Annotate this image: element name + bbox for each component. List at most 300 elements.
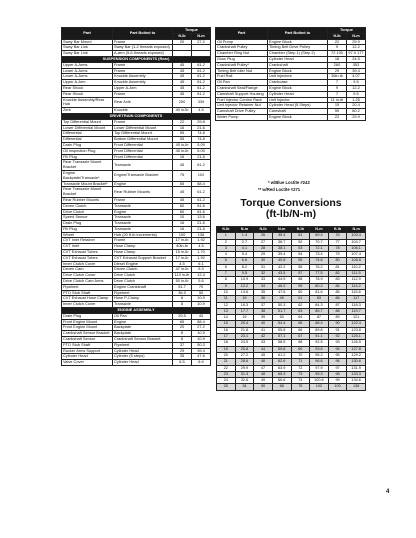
ftlb-value: 81 <box>328 264 347 270</box>
part-cell: CVT Exhaust Tubes <box>62 255 113 261</box>
nm-cell: 136 <box>192 232 211 238</box>
bolted-to-cell: Transaxle <box>113 160 173 171</box>
ftlb-cell: 45 <box>173 85 192 91</box>
bolted-to-cell: Drive Clutch <box>113 273 173 279</box>
part-cell: Speed Sensor <box>62 215 113 221</box>
part-cell: Inner Clutch Cover <box>62 302 113 308</box>
nm-value: 4.1 <box>235 245 254 251</box>
bolted-to-cell: Unit Injectors <box>268 74 328 80</box>
nm-value: 57.1 <box>272 334 291 340</box>
col-ftlb: ft-lb <box>254 227 273 233</box>
ftlb-value: 95 <box>328 352 347 358</box>
torque-table-right <box>215 27 365 121</box>
ftlb-cell: 45 in-lb <box>173 148 192 154</box>
bolted-to-cell: Engine Block <box>268 68 328 74</box>
bolted-to-cell: Front Differential <box>113 142 173 148</box>
nm-cell: 1.25 <box>347 97 366 103</box>
ftlb-cell: 8 <box>173 296 192 302</box>
nm-value: 89.8 <box>310 327 329 333</box>
part-cell: Crankshaft Sensor <box>62 337 113 343</box>
part-cell: Lower A-Arms <box>62 68 113 74</box>
nm-value: 1.4 <box>235 233 254 239</box>
nm-value: 136 <box>347 384 366 390</box>
bolted-to-cell: A-arm (5-6 threads exposed) <box>113 51 173 57</box>
ftlb-value: 98 <box>328 371 347 377</box>
ftlb-value: 1 <box>217 233 236 239</box>
part-cell: Fill Plug <box>62 226 113 232</box>
nm-cell: 74.8 <box>192 131 211 137</box>
bolted-to-cell: Driven Clutch <box>113 267 173 273</box>
nm-value: 66.6 <box>272 378 291 384</box>
nm-value: 50.3 <box>272 302 291 308</box>
ftlb-cell: 22 <box>328 114 347 120</box>
nm-cell: 5.3 <box>192 267 211 273</box>
ftlb-cell: 9 <box>328 85 347 91</box>
ftlb-cell: 16 <box>173 125 192 131</box>
col-ftlb: ft-lb <box>291 227 310 233</box>
nm-value: 16.3 <box>235 302 254 308</box>
nm-cell: 81.6 <box>192 209 211 215</box>
ftlb-value: 51 <box>291 233 310 239</box>
bolted-to-cell: Crankshaft Sensor Bracket <box>113 337 173 343</box>
ftlb-value: 16 <box>217 327 236 333</box>
nm-cell: 10.9 <box>192 331 211 337</box>
ftlb-value: 18 <box>217 340 236 346</box>
nm-value: 127.8 <box>347 346 366 352</box>
ftlb-value: 73 <box>291 371 310 377</box>
ftlb-value: 92 <box>328 334 347 340</box>
nm-cell: 27.2 <box>192 325 211 331</box>
nm-cell: 61.2 <box>192 91 211 97</box>
col-nm: N-m <box>310 227 329 233</box>
ftlb-cell: 45 <box>173 187 192 198</box>
ftlb-cell: 45 in-lb <box>173 142 192 148</box>
nm-value: 129.2 <box>347 352 366 358</box>
ftlb-value: 38 <box>254 308 273 314</box>
nm-value: 97.9 <box>310 365 329 371</box>
bolted-to-cell: Top Differential Mount <box>113 131 173 137</box>
nm-value: 107.4 <box>347 252 366 258</box>
bolted-to-cell: Knuckle Assembly <box>113 80 173 86</box>
col-nm: N-m <box>347 33 366 39</box>
ftlb-value: 74 <box>291 378 310 384</box>
ftlb-cell: 7 <box>328 80 347 86</box>
ftlb-value: 10 <box>217 289 236 295</box>
ftlb-value: 11 <box>217 296 236 302</box>
nm-cell: 61.2 <box>192 197 211 203</box>
nm-cell: 47.6 <box>192 354 211 360</box>
part-cell: Engine Backplate/Transaxle* <box>62 170 113 181</box>
ftlb-cell: 15 <box>328 103 347 109</box>
nm-value: 73.4 <box>310 252 329 258</box>
nm-value: 12.2 <box>235 283 254 289</box>
bolted-to-cell: Engine Block <box>268 114 328 120</box>
bolted-to-cell: Front Differential <box>113 148 173 154</box>
bolted-to-cell: Chamber (Step 1) (Step 2) <box>268 51 328 57</box>
ftlb-value: 68 <box>291 340 310 346</box>
nm-value: 39.4 <box>272 252 291 258</box>
col-torque: Torque <box>173 28 211 34</box>
nm-value: 121 <box>347 315 366 321</box>
ftlb-value: 96 <box>328 359 347 365</box>
ftlb-value: 30 <box>254 258 273 264</box>
ftlb-value: 49 <box>254 378 273 384</box>
ftlb-value: 25 <box>217 384 236 390</box>
ftlb-value: 70 <box>291 352 310 358</box>
ftlb-value: 19 <box>217 346 236 352</box>
col-ftlb: ft-lb <box>217 227 236 233</box>
bolted-to-cell: Hub (20 ft-lb increments) <box>113 232 173 238</box>
ftlb-value: 60 <box>291 289 310 295</box>
ftlb-value: 72 <box>291 365 310 371</box>
ftlb-value: 63 <box>291 308 310 314</box>
nm-value: 2.7 <box>235 239 254 245</box>
part-cell: Glow Plug <box>216 56 268 62</box>
nm-cell: 80.2 <box>347 109 366 115</box>
nm-cell: 5.09 <box>192 142 211 148</box>
nm-value: 99.3 <box>310 371 329 377</box>
ftlb-cell: 8 <box>173 331 192 337</box>
table-row <box>216 114 366 120</box>
ftlb-value: 36 <box>254 296 273 302</box>
part-cell: PTO Stub Shaft <box>62 290 113 296</box>
nm-value: 63.9 <box>272 365 291 371</box>
ftlb-cell: 22 <box>328 39 347 45</box>
ftlb-cell: 17 in-lb <box>173 238 192 244</box>
part-cell: Knuckle Assembly/Rear Hub <box>62 97 113 108</box>
nm-cell: 24.5 <box>347 56 366 62</box>
part-cell: Crankshaft Seal/Flange <box>216 85 268 91</box>
bolted-to-cell: Lower Differential Mount <box>113 125 173 131</box>
ftlb-value: 77 <box>328 239 347 245</box>
part-cell: Oil Pump <box>216 39 268 45</box>
ftlb-value: 53 <box>291 245 310 251</box>
nm-value: 93.8 <box>310 346 329 352</box>
nm-value: 91.1 <box>310 334 329 340</box>
nm-cell: 88.4 <box>192 181 211 187</box>
nm-cell: 102 <box>192 170 211 181</box>
nm-value: 110.2 <box>347 264 366 270</box>
ftlb-cell: 59 <box>328 109 347 115</box>
bolted-to-cell: Engine <box>113 319 173 325</box>
part-cell: Oil Pan <box>216 80 268 86</box>
ftlb-value: 35 <box>254 289 273 295</box>
nm-value: 114.2 <box>347 283 366 289</box>
part-cell: Fuel Injector Control Rack <box>216 97 268 103</box>
ftlb-value: 37 <box>254 302 273 308</box>
ftlb-cell: 29 <box>173 348 192 354</box>
ftlb-cell: 16 <box>173 154 192 160</box>
nm-cell: 10.9 <box>192 302 211 308</box>
ftlb-cell: 45 <box>173 62 192 68</box>
ftlb-cell: 36in-lb <box>328 74 347 80</box>
ftlb-cell: 11 in-lb <box>328 97 347 103</box>
ftlb-cell: 8 <box>173 337 192 343</box>
nm-value: 44.9 <box>272 277 291 283</box>
part-cell: Rear Transaxle Mount Bracket <box>62 187 113 198</box>
ftlb-value: 23 <box>217 371 236 377</box>
ftlb-value: 100 <box>328 384 347 390</box>
ftlb-value: 69 <box>291 346 310 352</box>
ftlb-value: 64 <box>291 315 310 321</box>
ftlb-value: 5 <box>217 258 236 264</box>
nm-value: 115.6 <box>347 289 366 295</box>
nm-value: 112.9 <box>347 277 366 283</box>
ftlb-value: 89 <box>328 315 347 321</box>
col-torque: Torque <box>328 28 366 34</box>
bolted-to-cell: Frame <box>113 91 173 97</box>
ftlb-value: 44 <box>254 346 273 352</box>
part-cell: Top Differential Mount <box>62 119 113 125</box>
bolted-to-cell: Cylinder Head <box>268 91 328 97</box>
nm-value: 76.2 <box>310 264 329 270</box>
ftlb-cell: 260 <box>328 62 347 68</box>
part-cell: Inner Clutch Cover <box>62 261 113 267</box>
ftlb-cell: 10 <box>173 215 192 221</box>
bolted-to-cell: Rear Rubber Mounts <box>113 187 173 198</box>
nm-cell: 5.09 <box>192 148 211 154</box>
nm-cell: 97.9 177 <box>348 50 364 56</box>
nm-value: 130.6 <box>347 359 366 365</box>
part-cell: Front Engine Mount <box>62 325 113 331</box>
nm-value: 103.4 <box>347 233 366 239</box>
table-row <box>62 160 211 171</box>
bolted-to-cell: Engine Block <box>268 85 328 91</box>
nm-cell: 61.2 <box>192 68 211 74</box>
nm-value: 119.7 <box>347 308 366 314</box>
nm-value: 55.8 <box>272 327 291 333</box>
part-cell: Cylinder Head <box>62 354 113 360</box>
col-ftlb: ft-lb <box>328 227 347 233</box>
ftlb-value: 97 <box>328 365 347 371</box>
nm-value: 65.3 <box>272 371 291 377</box>
col-part: Part <box>62 28 113 40</box>
nm-cell: 61.2 <box>192 187 211 198</box>
nm-value: 62.6 <box>272 359 291 365</box>
ftlb-value: 80 <box>328 258 347 264</box>
section-title: SUSPENSION COMPONENTS (Rear) <box>62 56 211 62</box>
torque-conversion-table <box>216 226 366 391</box>
ftlb-value: 7 <box>217 271 236 277</box>
nm-cell: 21.8 <box>192 154 211 160</box>
nm-value: 19 <box>235 315 254 321</box>
nm-value: 59.8 <box>272 346 291 352</box>
nm-value: 10.9 <box>235 277 254 283</box>
part-cell: Differential <box>62 137 113 143</box>
col-ftlb: ft-lb <box>328 33 347 39</box>
nm-value: 42.2 <box>272 264 291 270</box>
ftlb-value: 39 <box>254 315 273 321</box>
ftlb-value: 87 <box>328 302 347 308</box>
part-cell: Driven Clutch <box>62 203 113 209</box>
nm-value: 104.7 <box>347 239 366 245</box>
ftlb-cell: 40 in-lb <box>173 108 192 114</box>
nm-value: 47.6 <box>272 289 291 295</box>
ftlb-cell: 36.9 <box>173 290 192 296</box>
bolted-to-cell: Knuckle Assembly <box>113 74 173 80</box>
ftlb-value: 82 <box>328 271 347 277</box>
ftlb-value: 41 <box>254 327 273 333</box>
nm-cell: 1.92 <box>192 238 211 244</box>
ftlb-value: 6 <box>217 264 236 270</box>
nm-value: 6.8 <box>235 258 254 264</box>
ftlb-cell: 60 <box>173 209 192 215</box>
col-ftlb: ft-lb <box>173 33 192 39</box>
part-cell: Crankshaft Sensor Bracket <box>62 331 113 337</box>
ftlb-value: 88 <box>328 308 347 314</box>
nm-value: 77.5 <box>310 271 329 277</box>
ftlb-value: 58 <box>291 277 310 283</box>
ftlb-cell: 47 in-lb <box>173 267 192 273</box>
bolted-to-cell: Frame <box>113 39 173 45</box>
bolted-to-cell: Crankshaft <box>268 62 328 68</box>
ftlb-cell: 20 <box>173 325 192 331</box>
part-cell: Driven Cam <box>62 267 113 273</box>
ftlb-value: 54 <box>291 252 310 258</box>
bolted-to-cell: Frame <box>113 197 173 203</box>
page-number: 4 <box>386 489 390 495</box>
nm-cell: 1.70 <box>192 250 211 256</box>
conversion-row <box>217 384 366 390</box>
red-loctite-note: ** w/Red Loctite #271 <box>258 187 301 192</box>
section-title: DRIVETRAIN COMPONENTS <box>62 113 211 119</box>
part-cell: Upper A-Arm <box>62 80 113 86</box>
bolted-to-cell: Cylinder Head <box>268 56 328 62</box>
ftlb-value: 59 <box>291 283 310 289</box>
nm-value: 49 <box>272 296 291 302</box>
ftlb-value: 17 <box>217 334 236 340</box>
bolted-to-cell: Camshaft <box>268 109 328 115</box>
part-cell: Rocker Arms Support <box>62 348 113 354</box>
ftlb-value: 33 <box>254 277 273 283</box>
ftlb-value: 90 <box>328 321 347 327</box>
ftlb-cell: 60 <box>173 203 192 209</box>
ftlb-value: 34 <box>254 283 273 289</box>
nm-value: 69.4 <box>310 233 329 239</box>
table-row <box>62 148 211 154</box>
col-bolted-to: Part Bolted to <box>268 28 328 40</box>
part-cell: CVT Inlet <box>62 244 113 250</box>
part-cell: Differential <box>62 131 113 137</box>
ftlb-value: 55 <box>291 258 310 264</box>
ftlb-value: 32 <box>254 271 273 277</box>
part-cell: CVT Exhaust Hose Clamp <box>62 296 113 302</box>
bolted-to-cell: Engine Block <box>268 39 328 45</box>
nm-value: 96.6 <box>310 359 329 365</box>
part-cell: Lower A-Arms <box>62 74 113 80</box>
nm-cell: 88.4 <box>192 319 211 325</box>
nm-cell: 81.6 <box>192 203 211 209</box>
nm-value: 80.2 <box>310 283 329 289</box>
nm-value: 27.2 <box>235 352 254 358</box>
ftlb-value: 85 <box>328 289 347 295</box>
nm-cell: 39.4 <box>192 348 211 354</box>
nm-value: 40.8 <box>272 258 291 264</box>
nm-value: 72.1 <box>310 245 329 251</box>
nm-value: 34 <box>235 384 254 390</box>
table-row <box>62 187 211 198</box>
nm-value: 106.1 <box>347 245 366 251</box>
ftlb-value: 14 <box>217 315 236 321</box>
nm-cell: 21.8 <box>192 226 211 232</box>
ftlb-value: 3 <box>217 245 236 251</box>
part-cell: CVT Inlet Retainer <box>62 238 113 244</box>
bolted-to-cell: Flywheel <box>113 290 173 296</box>
part-cell: Camshaft Drive Pulley <box>216 109 268 115</box>
bolted-to-cell: Engine Crankshaft <box>113 284 173 290</box>
part-cell: Rear Shock <box>62 91 113 97</box>
nm-value: 78.9 <box>310 277 329 283</box>
part-cell: Oil Inspection Plug <box>62 148 113 154</box>
part-cell: Flywheel <box>62 284 113 290</box>
part-cell: Fill Plug <box>62 154 113 160</box>
nm-value: 58.5 <box>272 340 291 346</box>
part-cell: PTO Stub Shaft <box>62 342 113 348</box>
ftlb-value: 84 <box>328 283 347 289</box>
col-nm: N-m <box>272 227 291 233</box>
bolted-to-cell: CVT Exhaust Support Bracket <box>113 255 173 261</box>
nm-cell: 21.6 <box>192 125 211 131</box>
ftlb-cell: 65 <box>173 181 192 187</box>
nm-value: 9.5 <box>235 271 254 277</box>
ftlb-value: 28 <box>254 245 273 251</box>
ftlb-value: 93 <box>328 340 347 346</box>
bolted-to-cell: Knuckle <box>113 108 173 114</box>
ftlb-value: 8 <box>217 277 236 283</box>
part-cell: Rear Transaxle Mount Bracket <box>62 160 113 171</box>
bolted-to-cell: Frame <box>113 119 173 125</box>
nm-value: 54.4 <box>272 321 291 327</box>
col-part: Part <box>216 28 268 40</box>
ftlb-value: 86 <box>328 296 347 302</box>
ftlb-value: 21 <box>217 359 236 365</box>
ftlb-cell: 45 <box>173 74 192 80</box>
part-cell: Front Engine Mount <box>62 319 113 325</box>
nm-cell: 6.1 <box>192 261 211 267</box>
nm-value: 126.5 <box>347 340 366 346</box>
nm-value: 92.5 <box>310 340 329 346</box>
nm-cell: 10.9 <box>192 296 211 302</box>
part-cell: Drain Plug <box>62 142 113 148</box>
nm-value: 133.3 <box>347 371 366 377</box>
ftlb-value: 2 <box>217 239 236 245</box>
ftlb-cell: 9 <box>328 45 347 51</box>
nm-value: 46.2 <box>272 283 291 289</box>
blue-loctite-note: * w/Blue Loctite #243 <box>268 180 310 185</box>
part-cell: Crankshaft Pulley <box>216 45 268 51</box>
conversion-title-line2: (ft-lb/N-m) <box>265 208 317 220</box>
nm-value: 83 <box>310 296 329 302</box>
nm-value: 23.1 <box>235 334 254 340</box>
part-cell: Unit Injector Retainer Nut <box>216 103 268 109</box>
ftlb-cell: 110 in-lb <box>173 273 192 279</box>
nm-value: 24.5 <box>235 340 254 346</box>
nm-value: 38.1 <box>272 245 291 251</box>
ftlb-cell: 45 <box>173 160 192 171</box>
bolted-to-cell: Diesel Engine <box>113 261 173 267</box>
torque-table-left <box>61 27 210 366</box>
part-cell: Sway Bar Link <box>62 45 113 51</box>
bolted-to-cell: Hose Clamp <box>113 250 173 256</box>
ftlb-value: 20 <box>217 352 236 358</box>
ftlb-value: 24 <box>217 378 236 384</box>
nm-cell: 4.5 <box>192 108 211 114</box>
part-cell: Drive Clutch Cam Arms <box>62 279 113 285</box>
nm-cell: 339 <box>192 97 211 108</box>
ftlb-cell: 15 in-lb <box>173 250 192 256</box>
part-cell: Water Pump <box>216 114 268 120</box>
nm-value: 29.9 <box>235 365 254 371</box>
